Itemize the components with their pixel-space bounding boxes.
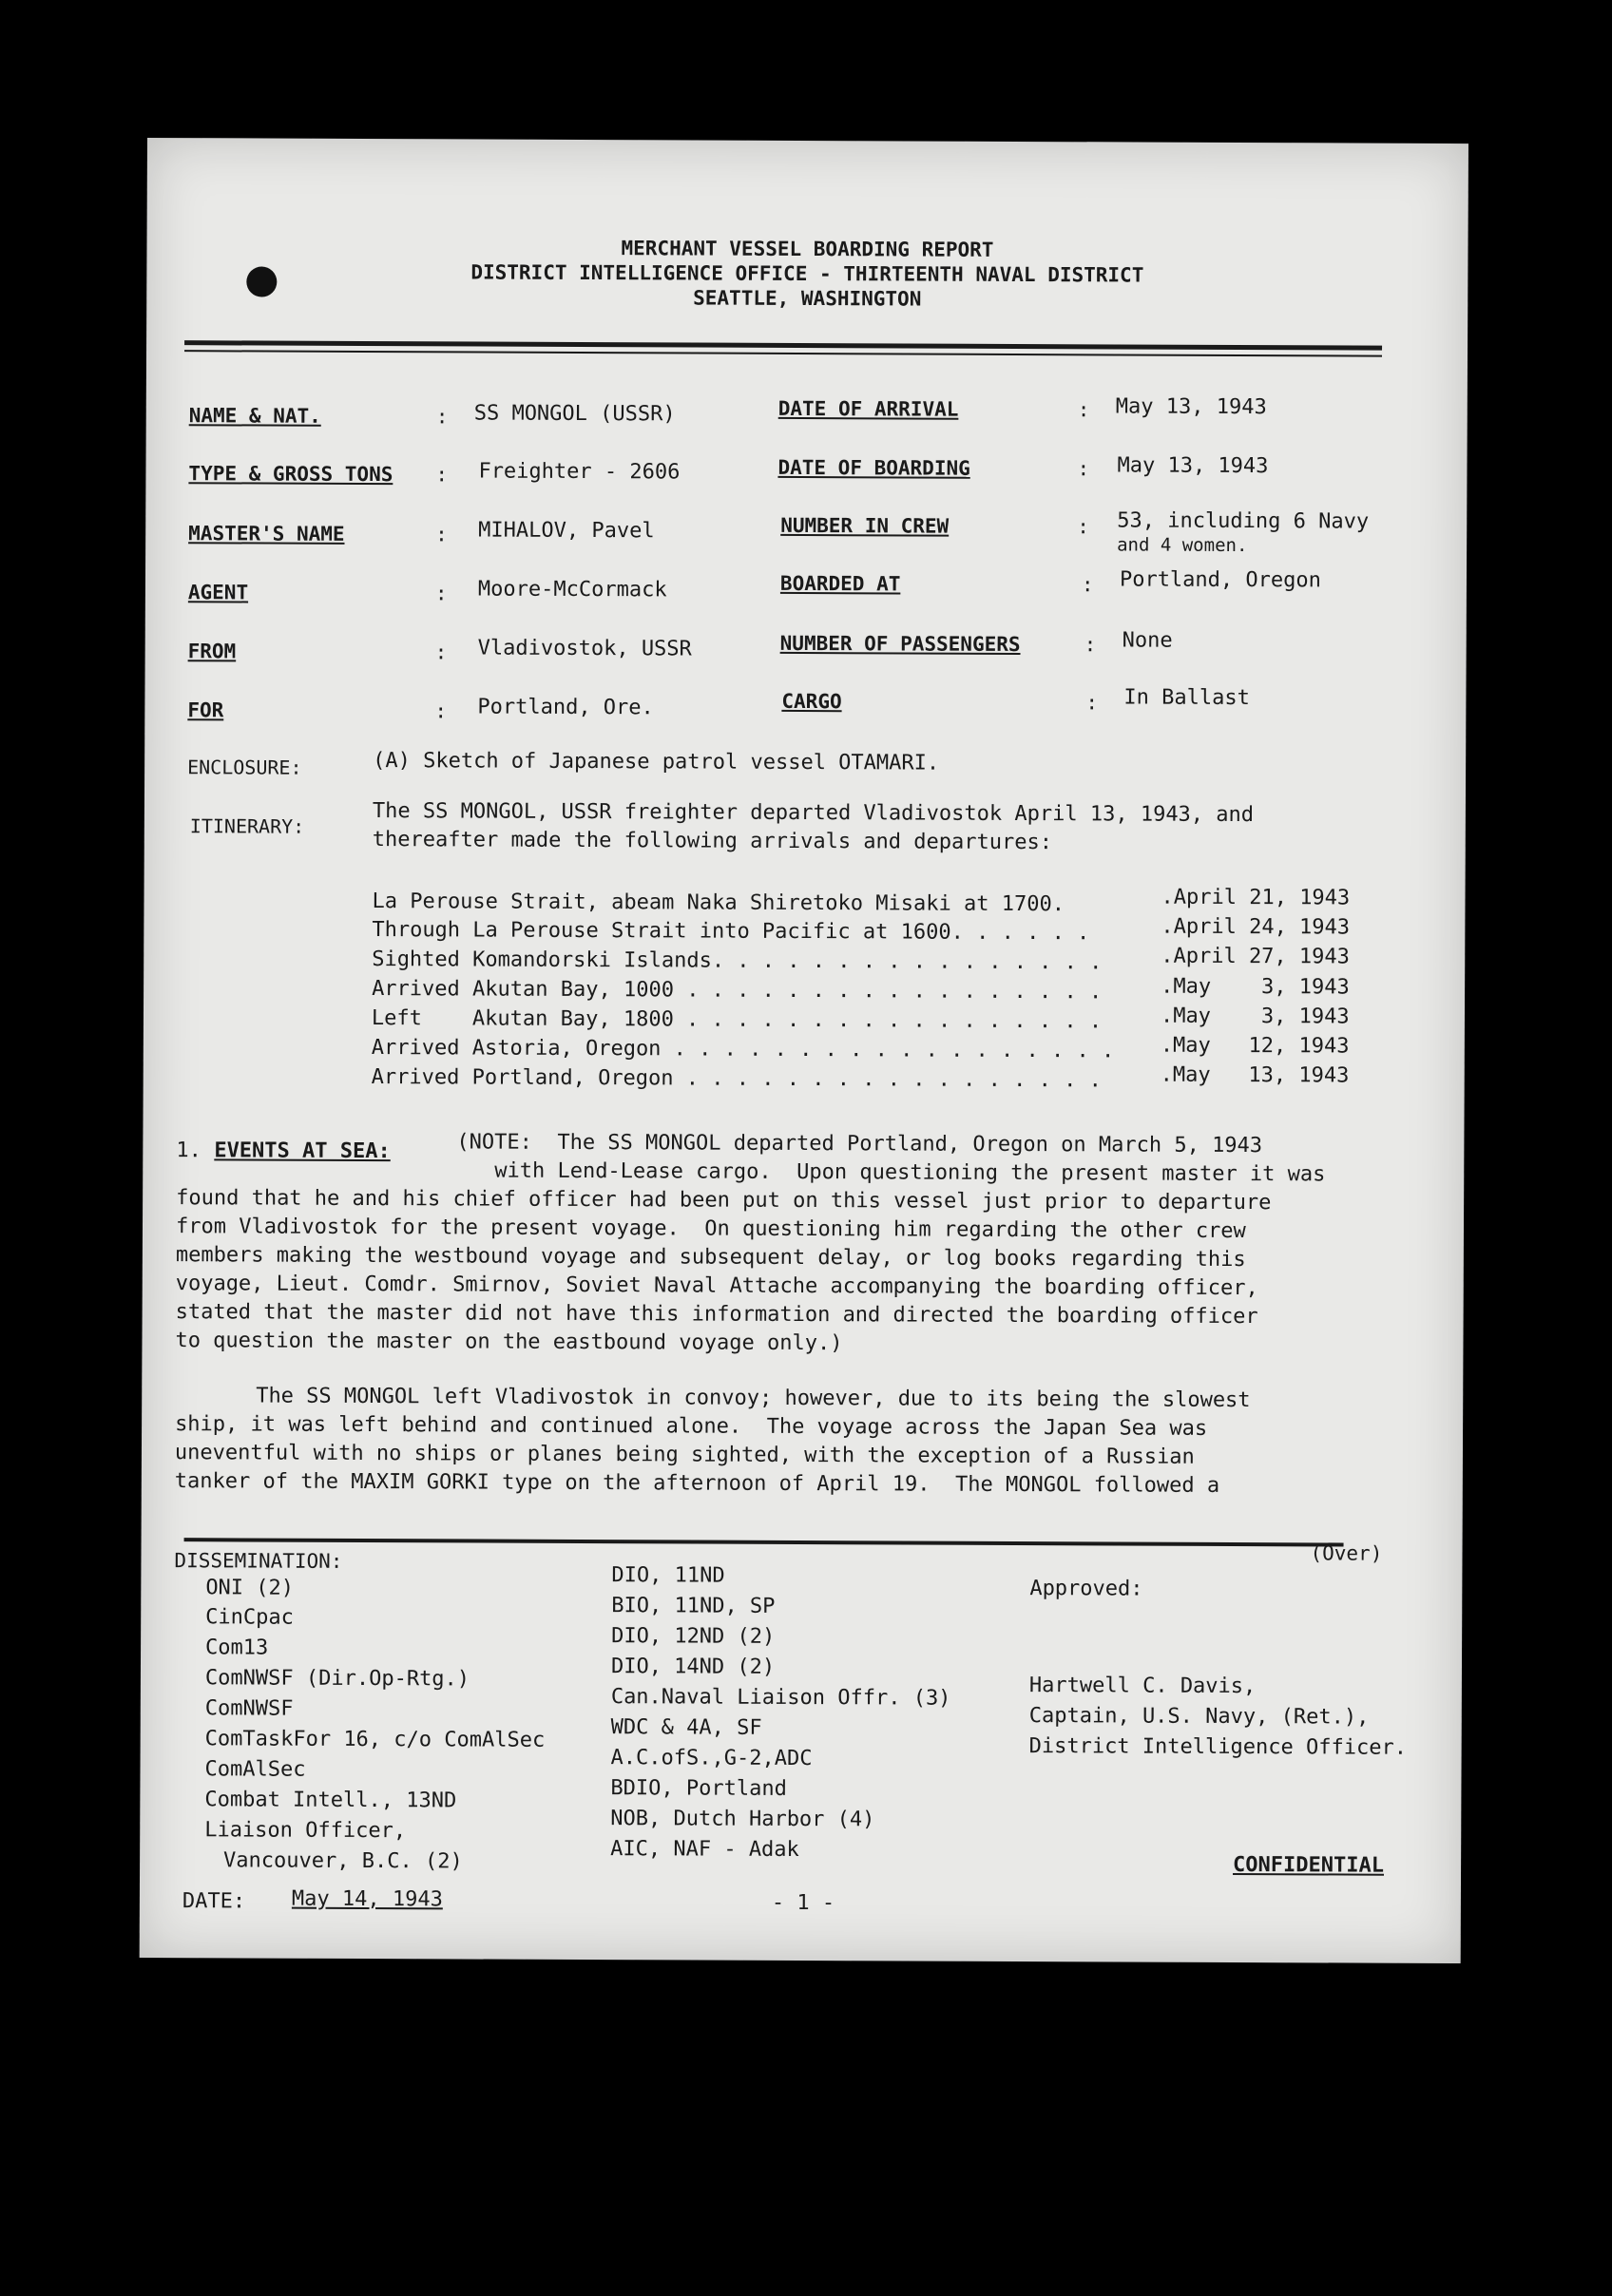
signer-rank: Captain, U.S. Navy, (Ret.), [1028,1704,1370,1730]
field-label-passengers: NUMBER OF PASSENGERS [779,631,1021,657]
itinerary-place: Through La Perouse Strait into Pacific at 1600. . . . . . [372,918,1090,946]
signer-title: District Intelligence Officer. [1028,1734,1408,1760]
field-label-boarded-at: BOARDED AT [779,571,901,596]
itinerary-place: Sighted Komandorski Islands. . . . . . . . . . . . . . . . [372,947,1103,975]
events-number: 1. [176,1138,202,1163]
itinerary-date: .May 3, 1943 [1160,1004,1350,1029]
date-value: May 14, 1943 [291,1886,443,1912]
itinerary-place: La Perouse Strait, abeam Naka Shiretoko Misaki at 1700. [372,890,1065,917]
distribution-item: Com13 [205,1636,269,1660]
distribution-item: BDIO, Portland [610,1776,787,1801]
field-label-cargo: CARGO [781,689,842,714]
events-label: EVENTS AT SEA: [214,1138,391,1164]
field-label-arrival: DATE OF ARRIVAL [777,396,959,421]
field-value-boarding: May 13, 1943 [1117,453,1269,479]
distribution-item: ComAlSec [204,1757,306,1782]
field-value-agent: Moore-McCormack [477,577,667,603]
itinerary-place: Arrived Astoria, Oregon . . . . . . . . . . . . . . . . . . [371,1036,1115,1063]
field-value-passengers: None [1122,628,1173,653]
approved-label: Approved: [1029,1577,1143,1601]
distribution-item: A.C.ofS.,G-2,ADC [610,1746,813,1771]
events-line: from Vladivostok for the present voyage. On questioning him regarding the other crew [175,1215,1246,1244]
dissemination-label: DISSEMINATION: [174,1549,343,1573]
distribution-item: Liaison Officer, [204,1818,407,1844]
field-label-name: NAME & NAT. [188,404,321,428]
itinerary-place: Left Akutan Bay, 1800 . . . . . . . . . . . . . . . . . [371,1006,1103,1034]
field-colon: : [1077,515,1089,539]
distribution-item: ComTaskFor 16, c/o ComAlSec [204,1727,546,1752]
distribution-item: AIC, NAF - Adak [610,1837,799,1863]
events-paragraph-line: ship, it was left behind and continued alone. The voyage across the Japan Sea was [175,1412,1208,1441]
events-line: found that he and his chief officer had been put on this vessel just prior to departure [176,1186,1272,1215]
itinerary-place: Arrived Portland, Oregon . . . . . . . . . . . . . . . . . [371,1065,1102,1093]
distribution-item: ONI (2) [205,1576,295,1600]
events-paragraph-line: tanker of the MAXIM GORKI type on the afternoon of April 19. The MONGOL followed a [174,1469,1220,1498]
events-line: voyage, Lieut. Comdr. Smirnov, Soviet Naval Attache accompanying the boarding officer, [175,1272,1258,1301]
field-value-type: Freighter - 2606 [478,459,681,485]
enclosure-label: ENCLOSURE: [187,756,302,779]
field-value-boarded-at: Portland, Oregon [1119,567,1321,593]
header-rule-thin [184,350,1382,356]
itinerary-date: .April 21, 1943 [1161,885,1351,910]
report-location: SEATTLE, WASHINGTON [693,286,922,311]
events-line: members making the westbound voyage and subsequent delay, or log books regarding this [175,1243,1246,1272]
distribution-item: ComNWSF [204,1696,294,1721]
itinerary-label: ITINERARY: [189,814,305,838]
distribution-item: BIO, 11ND, SP [611,1594,776,1618]
field-label-agent: AGENT [187,581,249,604]
field-value-crew: 53, including 6 Navy [1117,508,1370,534]
field-colon: : [1077,457,1090,481]
distribution-item: ComNWSF (Dir.Op-Rtg.) [204,1666,470,1692]
document-page [140,138,1468,1963]
date-label: DATE: [182,1889,246,1914]
field-label-type: TYPE & GROSS TONS [188,462,393,487]
field-colon: : [434,641,448,664]
field-label-for: FOR [187,698,224,722]
distribution-item: Can.Naval Liaison Offr. (3) [610,1685,951,1711]
field-colon: : [435,463,449,487]
field-value-crew-cont: and 4 women. [1117,534,1248,557]
field-colon: : [434,699,448,723]
distribution-item: DIO, 14ND (2) [610,1655,776,1679]
field-value-arrival: May 13, 1943 [1115,394,1267,420]
events-line: with Lend-Lease cargo. Upon questioning the present master it was [494,1158,1326,1187]
itinerary-date: .May 12, 1943 [1160,1033,1350,1059]
over-note: (Over) [1310,1541,1383,1565]
header-rule [184,340,1382,350]
field-colon: : [1084,633,1097,657]
report-title: MERCHANT VESSEL BOARDING REPORT [621,237,994,261]
field-value-for: Portland, Ore. [477,695,654,720]
itinerary-place: Arrived Akutan Bay, 1000 . . . . . . . . . . . . . . . . . [372,977,1103,1004]
events-line: to question the master on the eastbound voyage only.) [175,1329,843,1356]
field-label-from: FROM [187,640,237,663]
distribution-item: WDC & 4A, SF [610,1715,762,1740]
field-colon: : [434,582,448,605]
events-line: stated that the master did not have this information and directed the boarding officer [175,1300,1258,1330]
signer-name: Hartwell C. Davis, [1028,1674,1257,1699]
field-label-crew: NUMBER IN CREW [780,513,950,538]
itinerary-date: .May 13, 1943 [1160,1062,1350,1088]
distribution-item: Combat Intell., 13ND [204,1788,457,1813]
itinerary-date: .April 24, 1943 [1161,914,1351,940]
events-paragraph-line: uneventful with no ships or planes being sighted, with the exception of a Russian [174,1441,1195,1469]
distribution-item: CinCpac [205,1605,294,1630]
field-colon: : [1077,398,1090,422]
events-paragraph-line: The SS MONGOL left Vladivostok in convoy; however, due to its being the slowest [256,1384,1251,1413]
enclosure-text: (A) Sketch of Japanese patrol vessel OTAMARI. [373,749,940,775]
distribution-item: Vancouver, B.C. (2) [223,1848,463,1874]
field-label-boarding: DATE OF BOARDING [777,455,970,480]
field-colon: : [1085,691,1099,715]
itinerary-intro-cont: thereafter made the following arrivals and departures: [372,828,1053,855]
events-line: (NOTE: The SS MONGOL departed Portland, Oregon on March 5, 1943 [456,1130,1263,1158]
distribution-item: DIO, 11ND [611,1563,725,1588]
report-office: DISTRICT INTELLIGENCE OFFICE - THIRTEENTH NAVAL DISTRICT [470,260,1144,287]
dissemination-rule [184,1538,1344,1546]
field-value-cargo: In Ballast [1123,685,1250,711]
field-value-from: Vladivostok, USSR [477,636,692,661]
distribution-item: NOB, Dutch Harbor (4) [610,1807,875,1832]
field-value-master: MIHALOV, Pavel [478,518,655,544]
field-colon: : [1081,573,1094,597]
itinerary-date: .April 27, 1943 [1161,944,1350,969]
classification-stamp: CONFIDENTIAL [1233,1853,1385,1878]
itinerary-intro: The SS MONGOL, USSR freighter departed Vladivostok April 13, 1943, and [372,799,1255,828]
distribution-item: DIO, 12ND (2) [611,1624,776,1649]
page-number: - 1 - [771,1890,835,1916]
field-colon: : [435,523,448,546]
itinerary-date: .May 3, 1943 [1161,974,1350,1000]
field-colon: : [435,405,449,429]
field-label-master: MASTER'S NAME [188,522,345,545]
field-value-name: SS MONGOL (USSR) [473,401,676,427]
